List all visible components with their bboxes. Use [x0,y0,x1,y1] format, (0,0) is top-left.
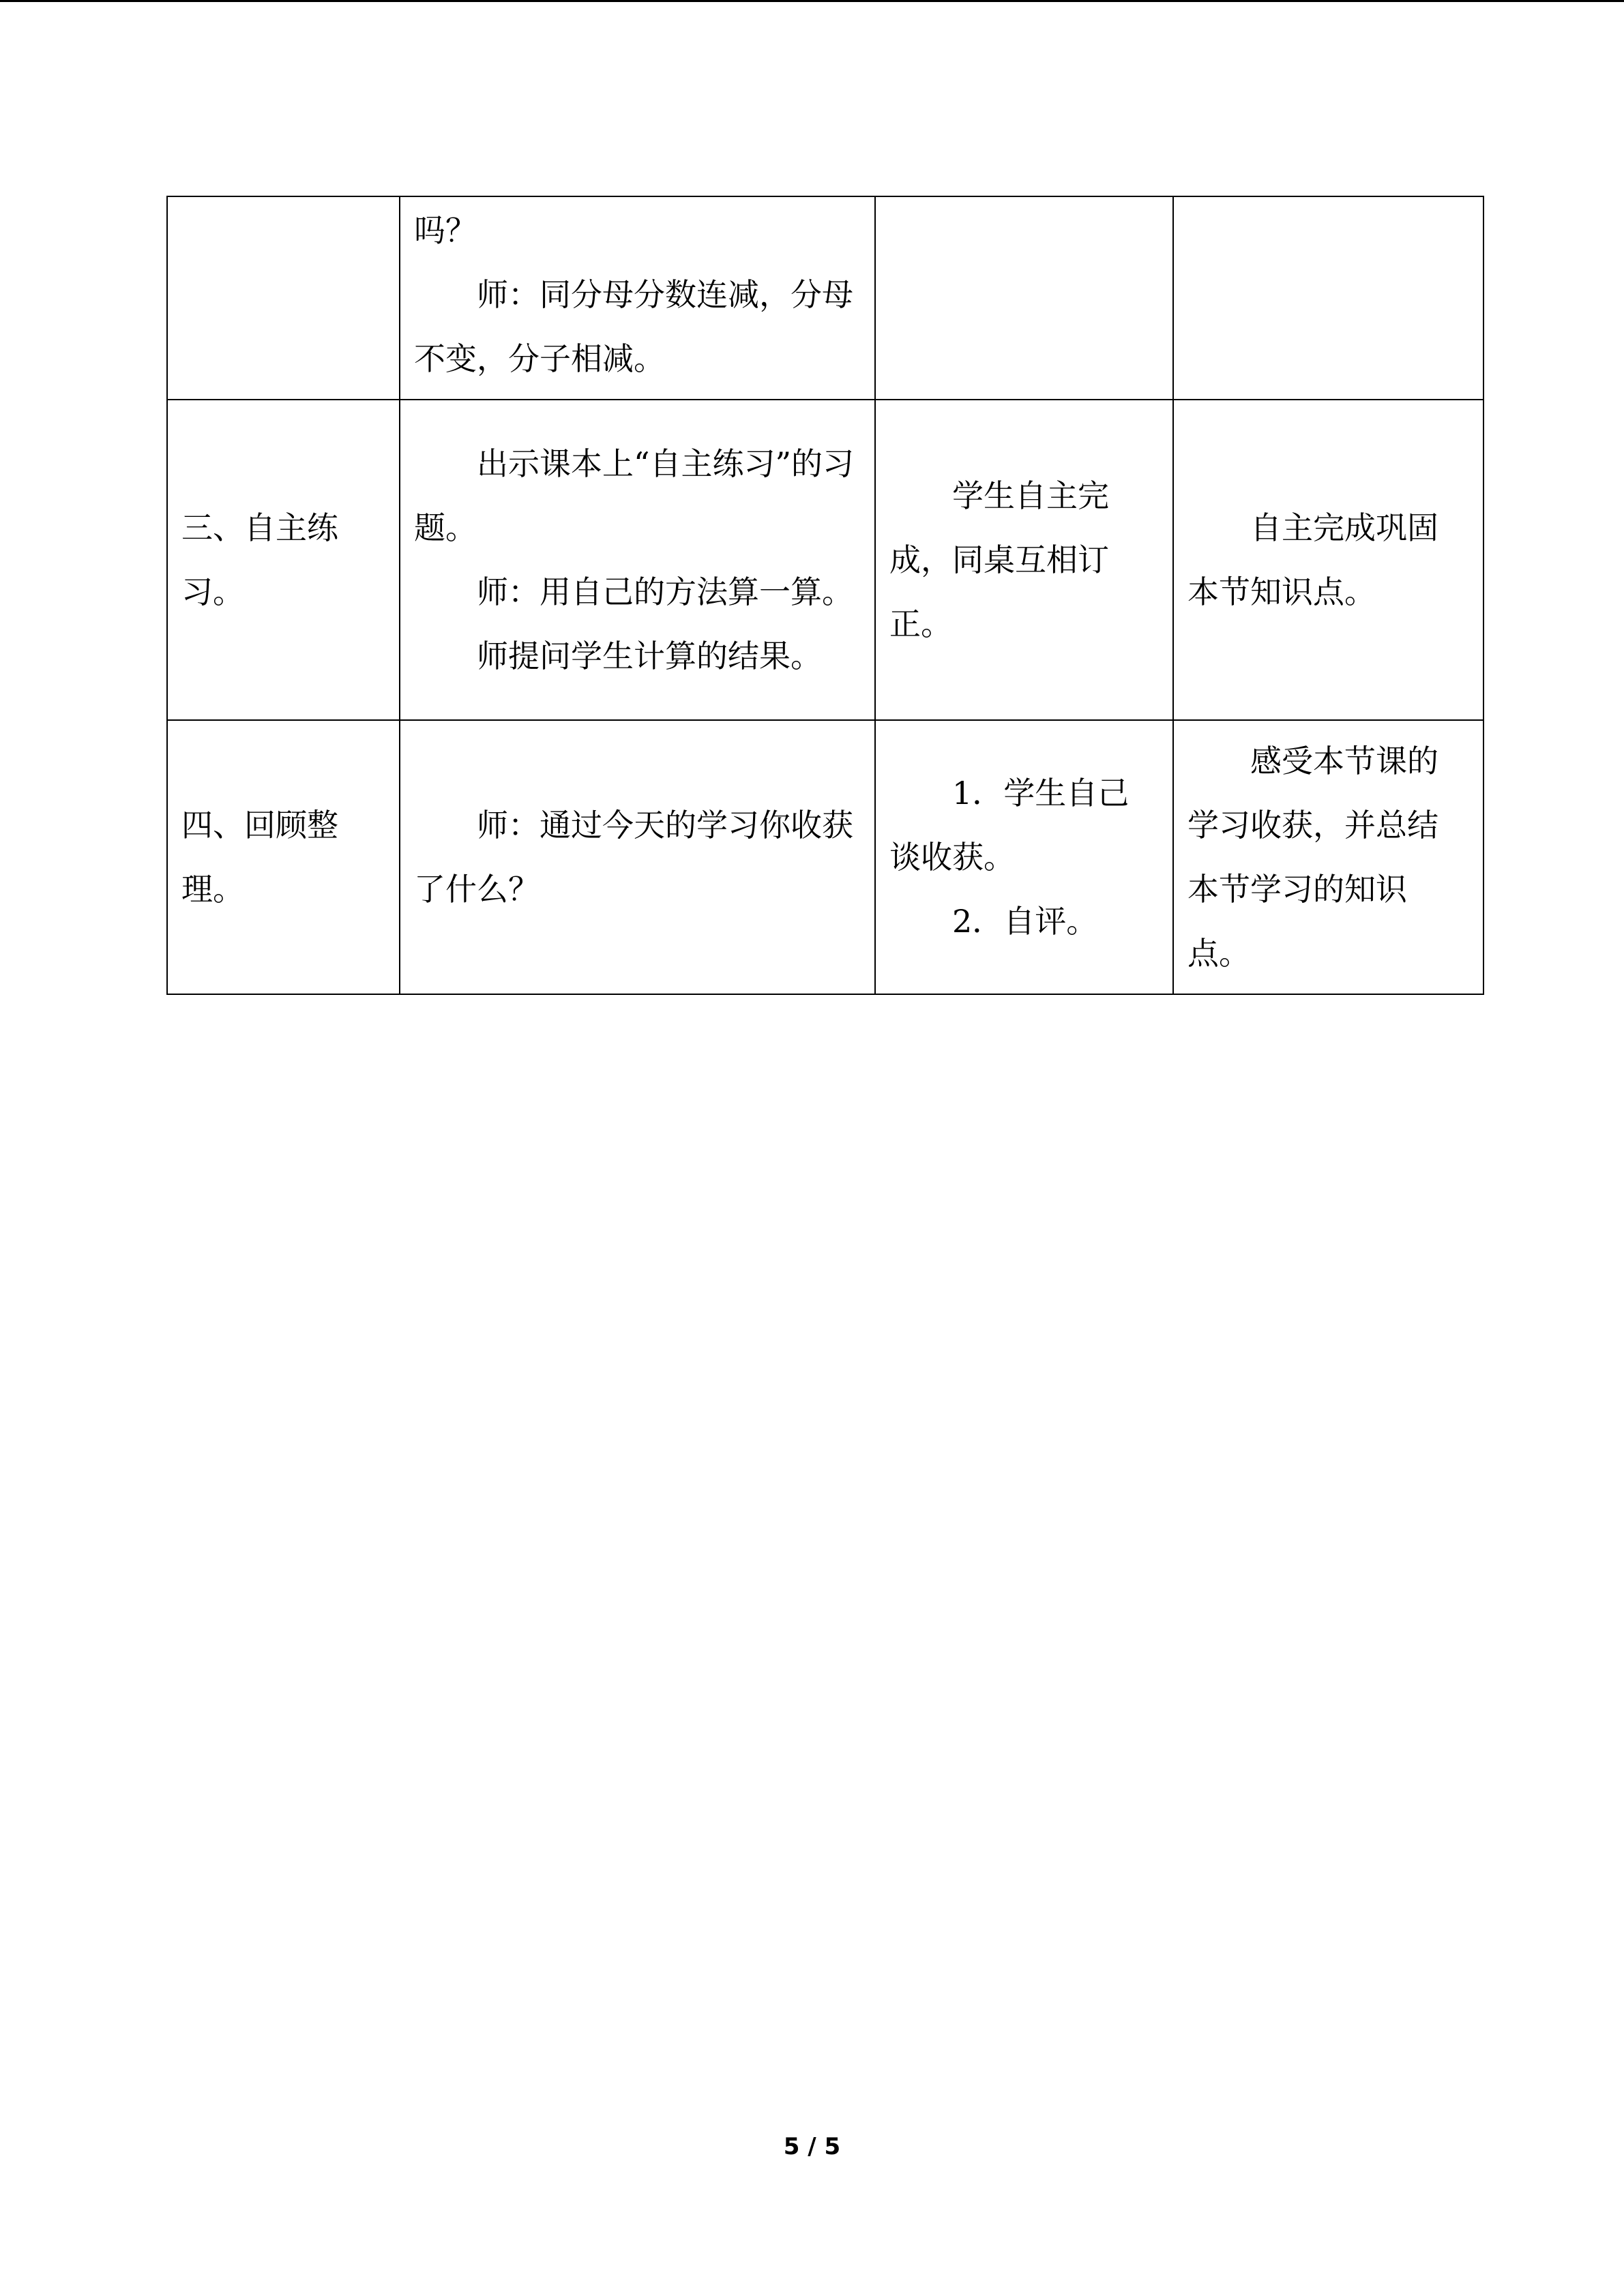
paragraph: 四、回顾整理。 [181,807,338,908]
paragraph: 师提问学生计算的结果。 [477,638,822,674]
paragraph: 吗？ [414,212,477,249]
paragraph: 感受本节课的学习收获，并总结本节学习的知识点。 [1187,743,1438,972]
paragraph: 师：同分母分数连减，分母不变，分子相减。 [414,276,853,377]
table-row [167,720,1483,994]
table-row [167,400,1483,720]
paragraph: 2．自评。 [952,903,1098,940]
student-activity-cell [875,196,1173,400]
student-activity-cell [875,720,1173,994]
paragraph: 学生自主完成，同桌互相订正。 [889,477,1109,642]
paragraph: 1．学生自己谈收获。 [889,775,1130,876]
design-intent-cell [1173,196,1483,400]
page-top-border [0,0,1624,2]
stage-cell [167,720,400,994]
paragraph: 师：通过今天的学习你收获了什么？ [414,807,853,908]
teacher-activity-cell [400,196,875,400]
stage-cell [167,196,400,400]
paragraph: 出示课本上“自主练习”的习题。 [414,445,855,546]
lesson-plan-table [166,196,1484,995]
design-intent-cell [1173,400,1483,720]
paragraph: 师：用自己的方法算一算。 [477,573,853,610]
stage-cell [167,400,400,720]
teacher-activity-cell [400,720,875,994]
paragraph: 三、自主练习。 [181,509,338,610]
table-row [167,196,1483,400]
teacher-activity-cell [400,400,875,720]
paragraph: 自主完成巩固本节知识点。 [1187,509,1438,610]
page-number: 5 / 5 [783,2133,841,2160]
design-intent-cell [1173,720,1483,994]
student-activity-cell [875,400,1173,720]
